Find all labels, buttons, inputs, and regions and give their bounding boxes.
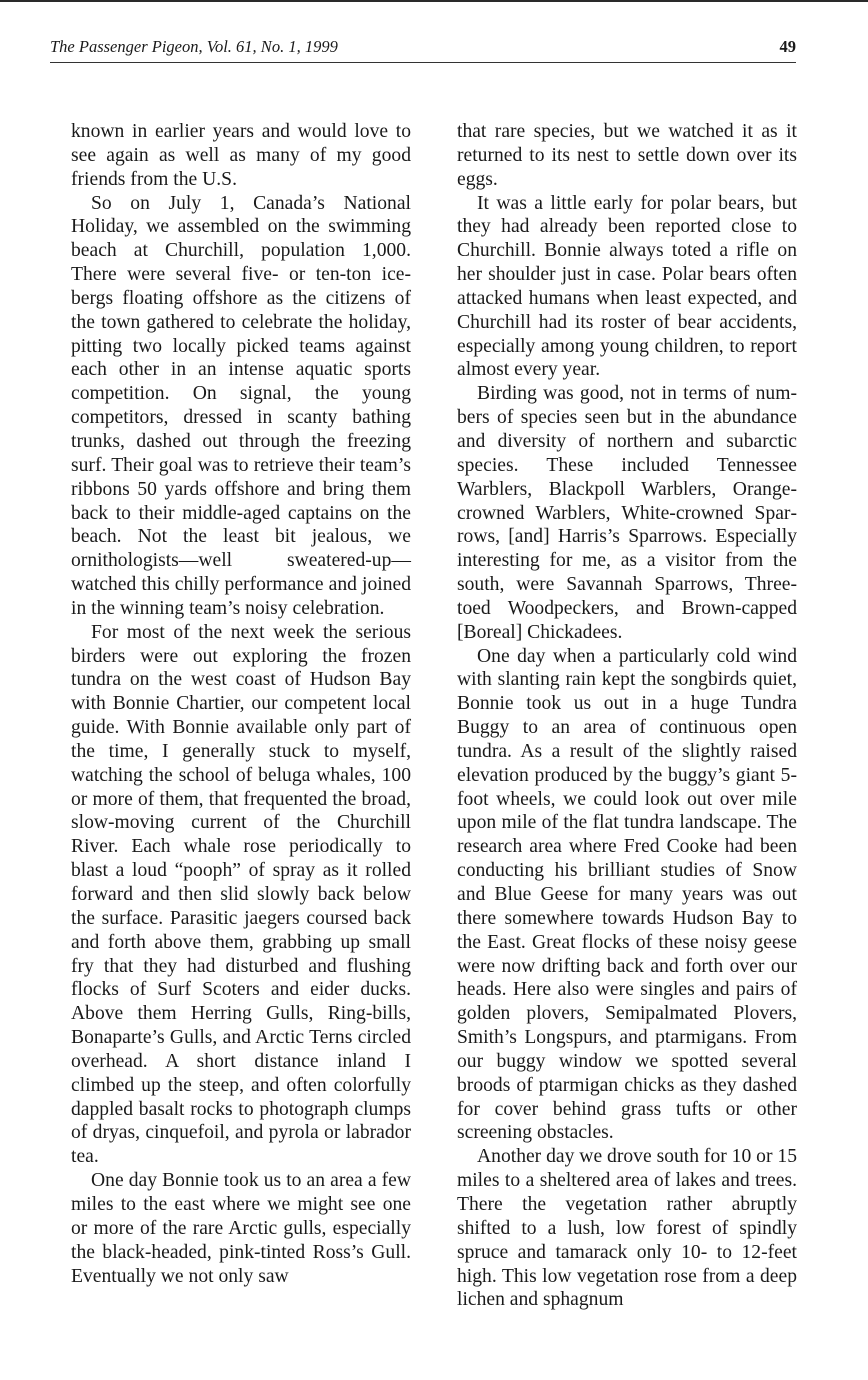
paragraph: So on July 1, Canada’s National Holiday, we assembled on the swimming beach at Churchill, population 1,000. There were several five- or ten-ton icebergs floating offshore as the citizens of the town gathered to celebrate the holiday, pitting two locally picked teams against each other in an intense aquatic sports competition. On signal, the young competitors, dressed in scanty bathing trunks, dashed out through the freezing surf. Their goal was to retrieve their team’s ribbons 50 yards offshore and bring them back to their middle-aged captains on the beach. Not the least bit jealous, we ornithologists—well sweatered-up—watched this chilly performance and joined in the winning team’s noisy celebration.: [71, 192, 411, 619]
paragraph: that rare species, but we watched it as it returned to its nest to settle down over its eggs.: [457, 121, 797, 190]
running-title: The Passenger Pigeon, Vol. 61, No. 1, 1999: [50, 37, 338, 56]
paragraph: Birding was good, not in terms of numbers of species seen but in the abundance and diversity of northern and subarctic species. These included Tennessee Warblers, Blackpoll Warblers, Orange-crowned Warblers, White-crowned Sparrows, [and] Harris’s Sparrows. Especially interesting for me, as a visitor from the south, were Savannah Sparrows, Three-toed Woodpeckers, and Brown-capped [Boreal] Chickadees.: [457, 383, 797, 643]
paragraph: It was a little early for polar bears, but they had already been reported close to Churchill. Bonnie always toted a rifle on her shoulder just in case. Polar bears often attacked humans when least expected, and Churchill had its roster of bear accidents, especially among young children, to report almost every year.: [457, 192, 797, 381]
right-column: [457, 120, 797, 1312]
page-number: 49: [779, 37, 796, 56]
paragraph: known in earlier years and would love to see again as well as many of my good friends from the U.S.: [71, 121, 411, 190]
paragraph: One day when a particularly cold wind with slanting rain kept the songbirds quiet, Bonnie took us out in a huge Tundra Buggy to an area of continuous open tundra. As a result of the slightly raised elevation produced by the buggy’s giant 5-foot wheels, we could look out over mile upon mile of the flat tundra landscape. The research area where Fred Cooke had been conducting his brilliant studies of Snow and Blue Geese for many years was out there somewhere towards Hudson Bay to the East. Great flocks of these noisy geese were now drifting back and forth over our heads. Here also were singles and pairs of golden plovers, Semipalmated Plovers, Smith’s Longspurs, and ptarmigans. From our buggy window we spotted several broods of ptarmigan chicks as they dashed for cover behind grass tufts or other screening obstacles.: [457, 645, 797, 1144]
paragraph: For most of the next week the serious birders were out exploring the frozen tundra on the west coast of Hudson Bay with Bonnie Chartier, our competent local guide. With Bonnie available only part of the time, I generally stuck to myself, watching the school of beluga whales, 100 or more of them, that frequented the broad, slow-moving current of the Churchill River. Each whale rose periodically to blast a loud “pooph” of spray as it rolled forward and then slid slowly back below the surface. Parasitic jaegers coursed back and forth above them, grabbing up small fry that they had disturbed and flushing flocks of Surf Scoters and eider ducks. Above them Herring Gulls, Ring-bills, Bonaparte’s Gulls, and Arctic Terns circled overhead. A short distance inland I climbed up the steep, and often colorfully dappled basalt rocks to photograph clumps of dryas, cinquefoil, and pyrola or labrador tea.: [71, 621, 411, 1168]
paragraph: Another day we drove south for 10 or 15 miles to a sheltered area of lakes and trees. There the vegetation rather abruptly shifted to a lush, low forest of spindly spruce and tamarack only 10- to 12-feet high. This low vegetation rose from a deep lichen and sphagnum: [457, 1146, 797, 1311]
paragraph: One day Bonnie took us to an area a few miles to the east where we might see one or more of the rare Arctic gulls, especially the black-headed, pink-tinted Ross’s Gull. Eventually we not only saw: [71, 1170, 411, 1287]
running-header: [50, 36, 796, 63]
top-rule: [0, 0, 868, 2]
left-column: [71, 120, 411, 1288]
